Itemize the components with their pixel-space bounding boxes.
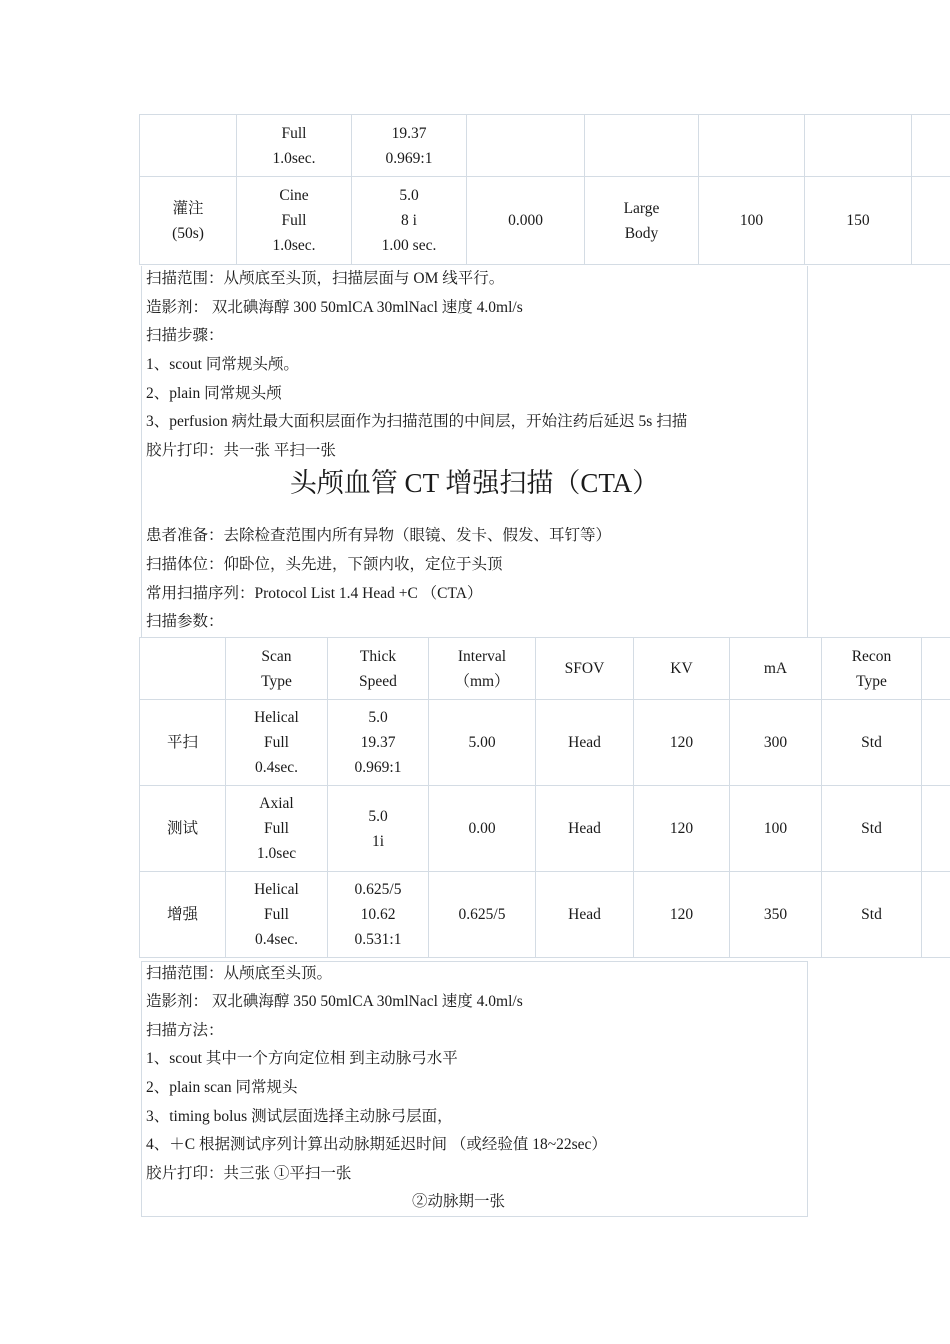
thick-speed-cell: 5.0 1i — [328, 786, 429, 872]
recon-type-cell: Std — [822, 872, 922, 958]
sfov-cell: Head — [536, 786, 634, 872]
empty-cell — [912, 115, 950, 177]
table-header-row — [140, 638, 950, 700]
header-sfov: SFOV — [536, 638, 634, 700]
empty-cell — [912, 177, 950, 265]
kv-cell — [699, 115, 805, 177]
scan-range-text: 扫描范围：从颅底至头顶，扫描层面与 OM 线平行。 — [146, 270, 505, 287]
empty-cell — [922, 786, 950, 872]
table-row — [140, 786, 950, 872]
empty-cell — [922, 638, 950, 700]
film-print-text: 胶片打印：共一张 平扫一张 — [146, 442, 336, 459]
scan-position-text: 扫描体位：仰卧位，头先进，下颌内收，定位于头顶 — [146, 556, 503, 573]
step-1-text: 1、scout 其中一个方向定位相 到主动脉弓水平 — [146, 1050, 458, 1067]
patient-prep-text: 患者准备：去除检查范围内所有异物（眼镜、发卡、假发、耳钉等） — [146, 527, 612, 544]
kv-cell: 120 — [634, 872, 730, 958]
cta-heading: 头颅血管 CT 增强扫描（CTA） — [289, 468, 660, 498]
interval-cell: 0.000 — [467, 177, 585, 265]
kv-cell: 120 — [634, 700, 730, 786]
table-row — [140, 700, 950, 786]
contrast-text: 造影剂： 双北碘海醇 350 50mlCA 30mlNacl 速度 4.0ml/s — [146, 993, 523, 1010]
scan-type-cell: Cine Full 1.0sec. — [237, 177, 352, 265]
header-ma: mA — [730, 638, 822, 700]
perfusion-params-table — [139, 114, 950, 265]
method-title: 扫描方法： — [146, 1022, 224, 1039]
interval-cell: 0.00 — [429, 786, 536, 872]
scan-type-cell: Helical Full 0.4sec. — [226, 872, 328, 958]
step-4-text: 4、＋C 根据测试序列计算出动脉期延迟时间 （或经验值 18~22sec） — [146, 1136, 607, 1153]
header-interval: Interval （mm） — [429, 638, 536, 700]
table-row — [140, 872, 950, 958]
thick-speed-cell: 5.0 8 i 1.00 sec. — [352, 177, 467, 265]
cta-notes-box — [141, 961, 808, 1217]
row-name-cell: 灌注 (50s) — [140, 177, 237, 265]
film-print-text-2: ②动脉期一张 — [412, 1193, 506, 1210]
scan-type-cell: Helical Full 0.4sec. — [226, 700, 328, 786]
params-title: 扫描参数： — [146, 613, 224, 630]
step-2-text: 2、plain scan 同常规头 — [146, 1079, 298, 1096]
ma-cell: 350 — [730, 872, 822, 958]
ma-cell: 150 — [805, 177, 912, 265]
sfov-cell: Head — [536, 700, 634, 786]
scan-type-cell: Full 1.0sec. — [237, 115, 352, 177]
interval-cell: 5.00 — [429, 700, 536, 786]
header-recon-type: Recon Type — [822, 638, 922, 700]
kv-cell: 100 — [699, 177, 805, 265]
step-3-text: 3、timing bolus 测试层面选择主动脉弓层面， — [146, 1108, 453, 1125]
scan-sequence-text: 常用扫描序列：Protocol List 1.4 Head +C （CTA） — [146, 585, 483, 602]
row-name-cell: 测试 — [140, 786, 226, 872]
interval-cell: 0.625/5 — [429, 872, 536, 958]
scan-range-text: 扫描范围：从颅底至头顶。 — [146, 965, 333, 982]
thick-speed-cell: 5.0 19.37 0.969:1 — [328, 700, 429, 786]
step-3-text: 3、perfusion 病灶最大面积层面作为扫描范围的中间层，开始注药后延迟 5s 扫描 — [146, 413, 688, 430]
row-name-cell — [140, 115, 237, 177]
cta-params-table — [139, 637, 950, 958]
empty-cell — [922, 872, 950, 958]
header-scan-type: Scan Type — [226, 638, 328, 700]
steps-title: 扫描步骤： — [146, 327, 224, 344]
sfov-cell: Head — [536, 872, 634, 958]
recon-type-cell: Std — [822, 700, 922, 786]
row-name-cell: 增强 — [140, 872, 226, 958]
header-thick-speed: Thick Speed — [328, 638, 429, 700]
kv-cell: 120 — [634, 786, 730, 872]
ma-cell: 300 — [730, 700, 822, 786]
ma-cell: 100 — [730, 786, 822, 872]
sfov-cell — [585, 115, 699, 177]
thick-speed-cell: 0.625/5 10.62 0.531:1 — [328, 872, 429, 958]
header-cell — [140, 638, 226, 700]
contrast-text: 造影剂： 双北碘海醇 300 50mlCA 30mlNacl 速度 4.0ml/s — [146, 299, 523, 316]
step-1-text: 1、scout 同常规头颅。 — [146, 356, 299, 373]
perfusion-notes-box — [141, 266, 808, 638]
recon-type-cell: Std — [822, 786, 922, 872]
empty-cell — [922, 700, 950, 786]
step-2-text: 2、plain 同常规头颅 — [146, 385, 282, 402]
thick-speed-cell: 19.37 0.969:1 — [352, 115, 467, 177]
ma-cell — [805, 115, 912, 177]
scan-type-cell: Axial Full 1.0sec — [226, 786, 328, 872]
sfov-cell: Large Body — [585, 177, 699, 265]
header-kv: KV — [634, 638, 730, 700]
film-print-text: 胶片打印：共三张 ①平扫一张 — [146, 1165, 352, 1182]
row-name-cell: 平扫 — [140, 700, 226, 786]
interval-cell — [467, 115, 585, 177]
table-row — [140, 177, 950, 265]
table-row — [140, 115, 950, 177]
